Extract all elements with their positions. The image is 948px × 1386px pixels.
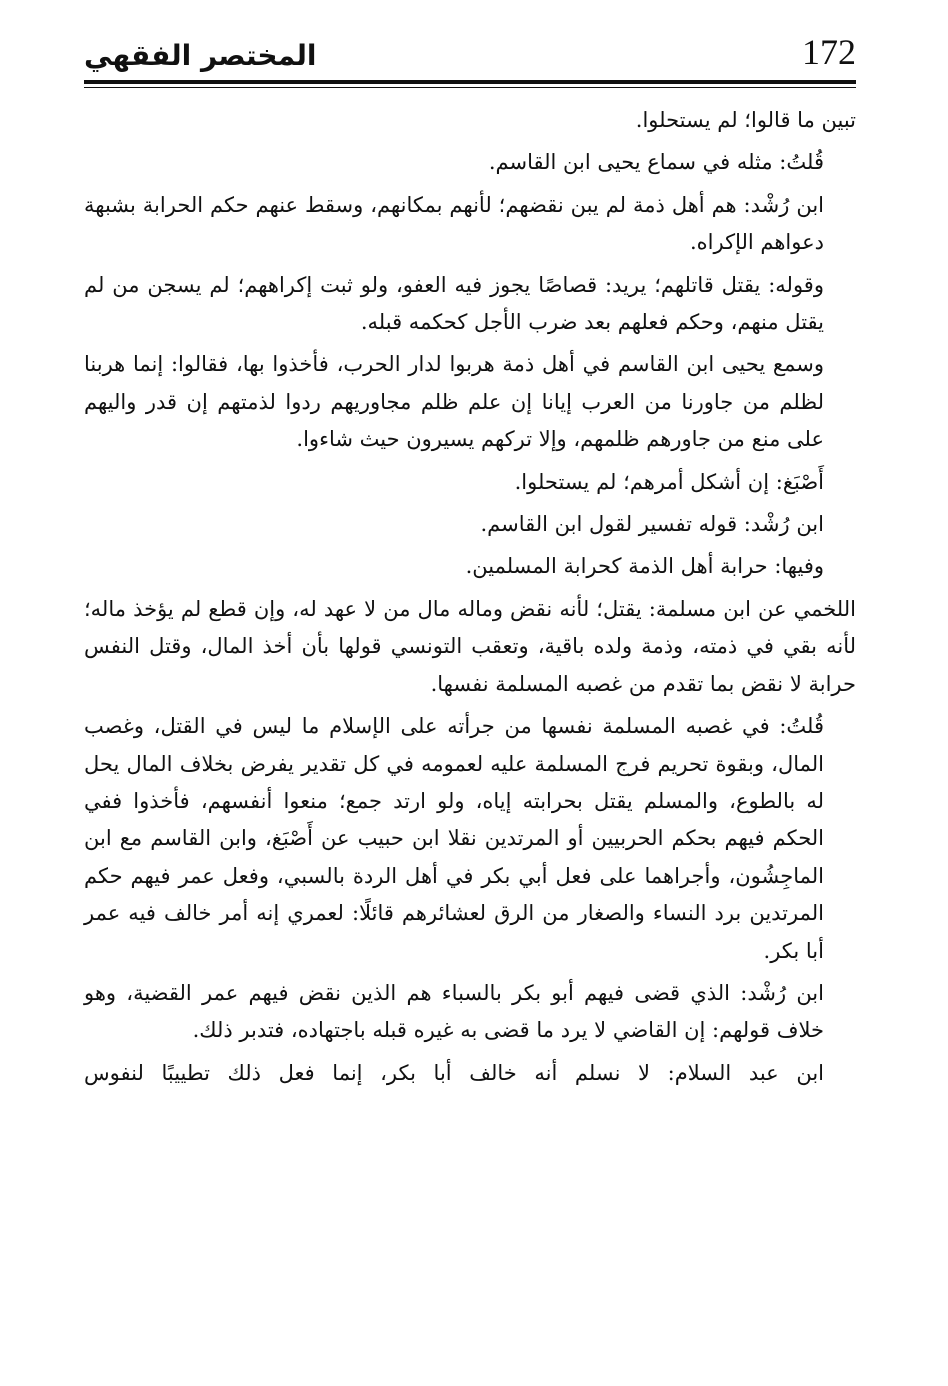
page-number: 172 [802, 32, 856, 72]
page-header [84, 28, 856, 88]
paragraph: اللخمي عن ابن مسلمة: يقتل؛ لأنه نقض وماله مال من لا عهد له، وإن قطع لم يؤخذ ماله؛ لأنه بقي في ذمته، وذمة ولده باقية، وتعقب التونسي قولها بأن أخذ المال، وقتل النفس حرابة لا نقض بما تقدم من غصبه المسلمة نفسها. [84, 596, 856, 696]
paragraph: قُلتُ: مثله في سماع يحيى ابن القاسم. [488, 150, 824, 175]
header-rule-thin [84, 87, 856, 88]
paragraph: وفيها: حرابة أهل الذمة كحرابة المسلمين. [465, 554, 824, 579]
paragraph: ابن رُشْد: هم أهل ذمة لم يبن نقضهم؛ لأنهم بمكانهم، وسقط عنهم حكم الحرابة بشبهة دعواهم الإكراه. [84, 192, 824, 255]
body-text [84, 102, 856, 1097]
paragraph: ابن عبد السلام: لا نسلم أنه خالف أبا بكر، إنما فعل ذلك تطييبًا لنفوس [84, 1060, 824, 1085]
header-rule-thick [84, 80, 856, 84]
running-title: المختصر الفقهي [84, 39, 317, 72]
paragraph: وسمع يحيى ابن القاسم في أهل ذمة هربوا لدار الحرب، فأخذوا بها، فقالوا: إنما هربنا لظلم من جاورنا من العرب إيانا إن علم ظلم مجاوريهم ردوا لذمتهم إن قدر واليهم على منع من جاورهم ظلمهم، وإلا تركهم يسيرون حيث شاءوا. [84, 352, 824, 452]
paragraph: أَصْبَغ: إن أشكل أمرهم؛ لم يستحلوا. [514, 469, 824, 494]
paragraph: ابن رُشْد: قوله تفسير لقول ابن القاسم. [480, 512, 824, 537]
paragraph: وقوله: يقتل قاتلهم؛ يريد: قصاصًا يجوز فيه العفو، ولو ثبت إكراههم؛ لم يسجن من لم يقتل منهم، وحكم فعلهم بعد ضرب الأجل كحكمه قبله. [84, 272, 824, 335]
paragraph: قُلتُ: في غصبه المسلمة نفسها من جرأته على الإسلام ما ليس في القتل، وغصب المال، وبقوة تحريم فرج المسلمة عليه لعمومه في كل تقدير يفرض بخلاف المال يحل له بالطوع، والمسلم يقتل بحرابته إياه، ولو ارتد جمع؛ منعوا أنفسهم، فأخذوا ففي الحكم فيهم بحكم الحربيين أو المرتدين نقلا ابن حبيب عن أَصْبَغ، وابن القاسم مع ابن الماجِشُون، وأجراهما على فعل أبي بكر في أهل الردة بالسبي، وفعل عمر فيهم حكم المرتدين برد النساء والصغار من الرق لعشائرهم قائلًا: لعمري إنه أمر خالف فيه عمر أبا بكر. [84, 714, 824, 963]
paragraph: ابن رُشْد: الذي قضى فيهم أبو بكر بالسباء هم الذين نقض فيهم عمر القضية، وهو خلاف قولهم: إن القاضي لا يرد ما قضى به غيره قبله باجتهاده، فتدبر ذلك. [84, 980, 824, 1043]
paragraph: تبين ما قالوا؛ لم يستحلوا. [635, 108, 856, 132]
